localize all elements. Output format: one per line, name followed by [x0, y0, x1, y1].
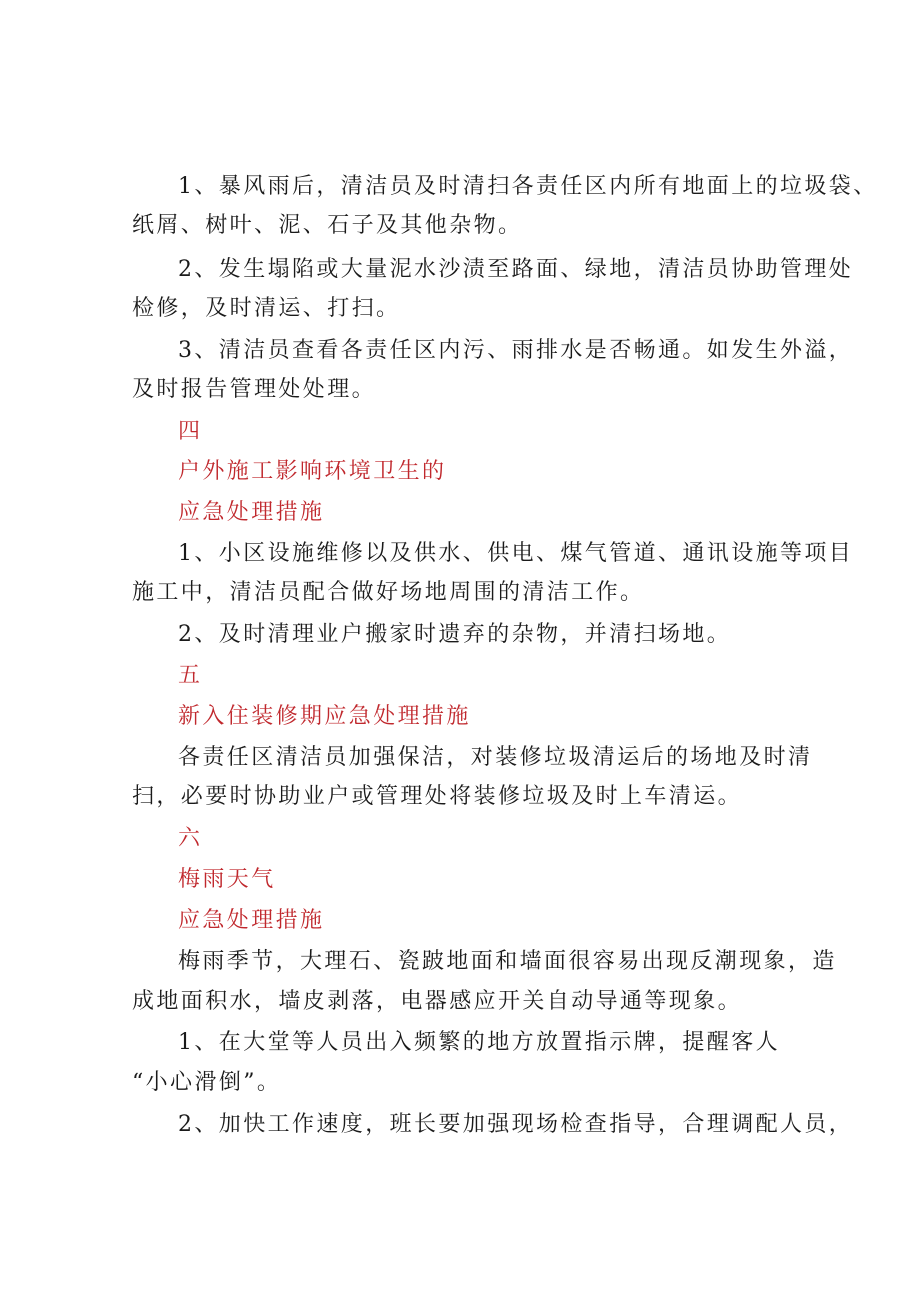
section-number: 四	[178, 419, 203, 444]
paragraph-line: 2、及时清理业户搬家时遗弃的杂物，并清扫场地。	[178, 622, 732, 647]
section-heading: 应急处理措施	[178, 908, 325, 933]
paragraph-line: 3、清洁员查看各责任区内污、雨排水是否畅通。如发生外溢，	[178, 338, 854, 363]
paragraph-line: “小心滑倒”。	[132, 1070, 282, 1095]
section-heading: 户外施工影响环境卫生的	[178, 459, 447, 484]
paragraph-line: 及时报告管理处处理。	[132, 377, 377, 402]
section-heading: 应急处理措施	[178, 500, 325, 525]
paragraph-line: 成地面积水，墙皮剥落，电器感应开关自动导通等现象。	[132, 989, 743, 1014]
paragraph-line: 梅雨季节，大理石、瓷跛地面和墙面很容易出现反潮现象，造	[178, 949, 837, 974]
paragraph-line: 纸屑、树叶、泥、石子及其他杂物。	[132, 213, 523, 238]
paragraph-line: 2、加快工作速度，班长要加强现场检查指导，合理调配人员，	[178, 1112, 854, 1137]
section-number: 五	[178, 663, 203, 688]
paragraph-line: 1、暴风雨后，清洁员及时清扫各责任区内所有地面上的垃圾袋、	[178, 174, 878, 199]
paragraph-line: 扫，必要时协助业户或管理处将装修垃圾及时上车清运。	[132, 784, 743, 809]
paragraph-line: 检修，及时清运、打扫。	[132, 296, 401, 321]
section-heading: 新入住装修期应急处理措施	[178, 704, 471, 729]
paragraph-line: 2、发生塌陷或大量泥水沙渍至路面、绿地，清洁员协助管理处	[178, 257, 854, 282]
paragraph-line: 各责任区清洁员加强保洁，对装修垃圾清运后的场地及时清	[178, 745, 813, 770]
section-number: 六	[178, 826, 203, 851]
paragraph-line: 1、在大堂等人员出入频繁的地方放置指示牌，提醒客人	[178, 1030, 780, 1055]
paragraph-line: 施工中，清洁员配合做好场地周围的清洁工作。	[132, 580, 645, 605]
section-heading: 梅雨天气	[178, 867, 276, 892]
paragraph-line: 1、小区设施维修以及供水、供电、煤气管道、通讯设施等项目	[178, 541, 854, 566]
